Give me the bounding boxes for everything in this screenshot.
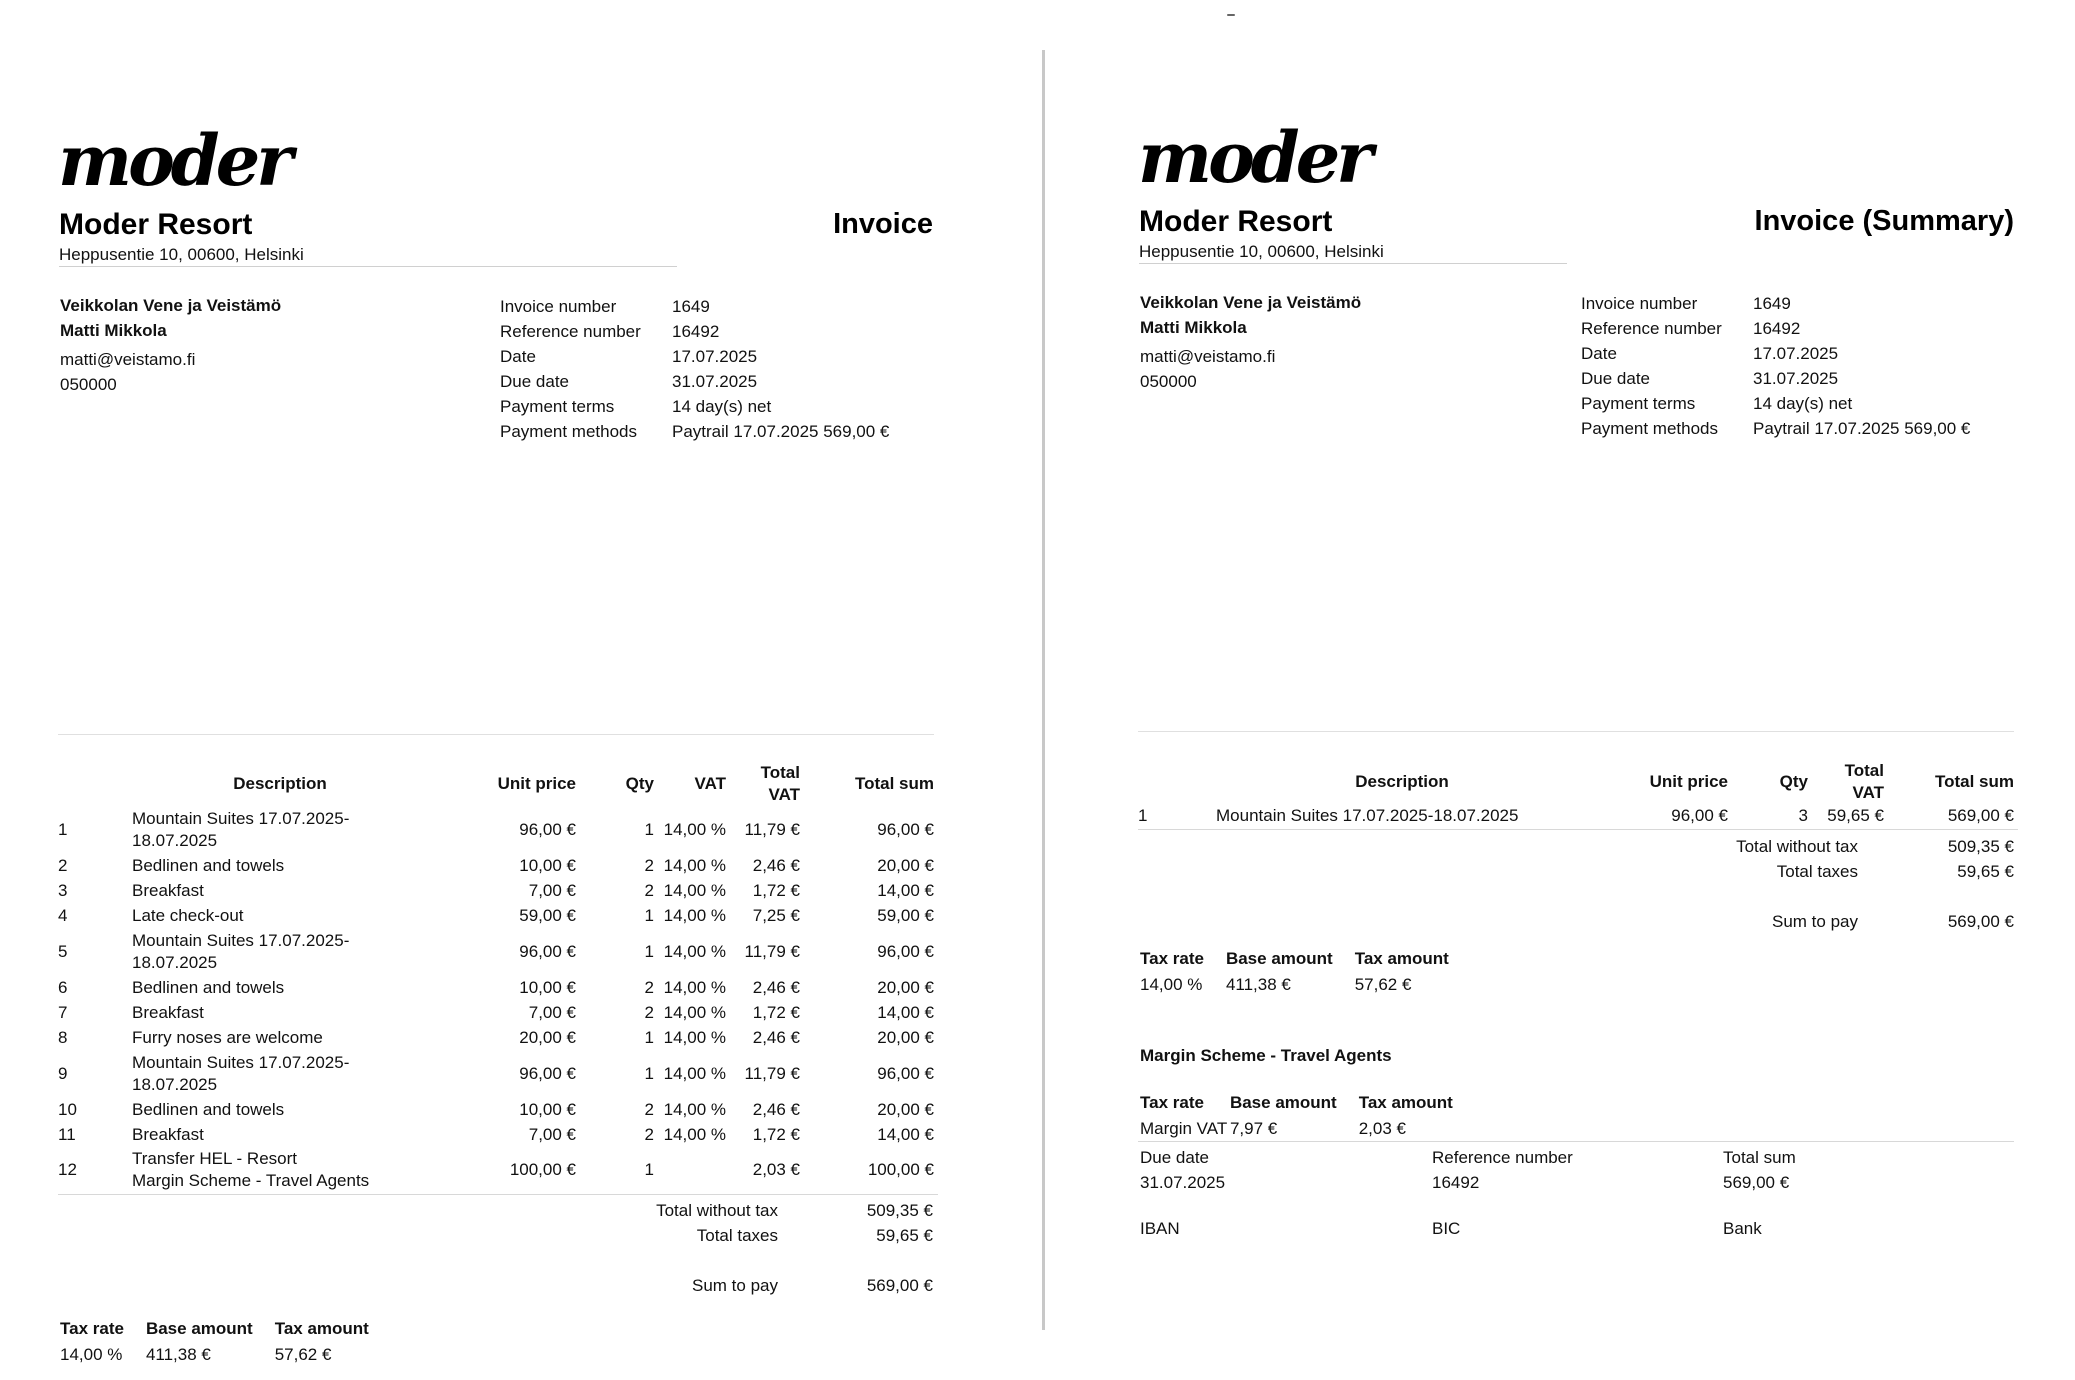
row-unit-price: 10,00 € (519, 1099, 576, 1119)
row-unit-price: 100,00 € (432, 1147, 580, 1194)
invoice-meta (1581, 291, 1970, 441)
tax-amount-header: Tax amount (274, 1319, 369, 1338)
summary-items-table (1138, 760, 2018, 830)
payment-total-label: Total sum (1723, 1148, 1796, 1167)
row-vat: 14,00 % (663, 1002, 726, 1022)
meta-label: Date (500, 346, 536, 366)
row-qty: 2 (644, 977, 654, 997)
col-unit-price: Unit price (497, 774, 576, 793)
row-qty: 1 (644, 819, 654, 839)
margin-base: 7,97 € (1229, 1118, 1278, 1138)
row-total-vat: 11,79 € (744, 819, 800, 839)
payment-ref-label: Reference number (1432, 1148, 1573, 1167)
row-total-sum: 20,00 € (877, 977, 934, 997)
base-amount: 411,38 € (145, 1344, 211, 1364)
meta-value: 31.07.2025 (672, 371, 758, 391)
row-number: 8 (58, 1027, 68, 1047)
row-unit-price: 96,00 € (1592, 804, 1732, 829)
invoice-meta (500, 294, 889, 444)
col-vat: VAT (694, 774, 726, 793)
base-amount: 411,38 € (1225, 974, 1291, 994)
row-description (132, 1000, 432, 1025)
tax-rate-header: Tax rate (1140, 949, 1204, 968)
description-line: Mountain Suites 17.07.2025- (132, 930, 350, 950)
row-description (132, 878, 432, 903)
description-line: Furry noses are welcome (132, 1027, 323, 1047)
row-unit-price: 20,00 € (519, 1027, 576, 1047)
total-taxes: 59,65 € (876, 1225, 933, 1245)
tax-rate: 14,00 % (60, 1344, 123, 1364)
iban-label: IBAN (1140, 1219, 1180, 1238)
table-row (58, 853, 938, 878)
meta-label: Payment terms (500, 396, 615, 416)
row-vat: 14,00 % (663, 819, 726, 839)
row-qty: 1 (644, 1063, 654, 1083)
table-row (58, 975, 938, 1000)
row-description (132, 1050, 432, 1097)
row-total-vat: 11,79 € (744, 1063, 800, 1083)
col-total-sum: Total sum (1934, 772, 2014, 791)
meta-label: Due date (500, 371, 569, 391)
sum-to-pay: 569,00 € (1947, 911, 2014, 931)
meta-label: Reference number (500, 321, 641, 341)
meta-value: 17.07.2025 (1753, 343, 1839, 363)
row-total-sum: 14,00 € (877, 1002, 934, 1022)
row-total-vat: 2,46 € (752, 977, 800, 997)
row-total-sum: 20,00 € (877, 1027, 934, 1047)
company-name: Moder Resort (59, 208, 253, 241)
table-row (58, 1025, 938, 1050)
sum-to-pay-label: Sum to pay (1772, 911, 1858, 931)
row-number: 5 (58, 941, 68, 961)
company-name: Moder Resort (1139, 205, 1333, 238)
meta-label: Payment terms (1581, 393, 1696, 413)
table-row (1138, 804, 2018, 829)
row-vat (658, 1147, 730, 1194)
col-total-vat: Total VAT (760, 763, 800, 804)
tax-rate-header: Tax rate (1140, 1093, 1204, 1112)
meta-value: 14 day(s) net (672, 396, 772, 416)
row-number: 3 (58, 880, 68, 900)
row-description (132, 975, 432, 1000)
meta-label: Payment methods (1581, 418, 1719, 438)
table-row (58, 806, 938, 853)
col-qty: Qty (625, 774, 654, 793)
description-line: Breakfast (132, 880, 204, 900)
row-unit-price: 59,00 € (519, 905, 576, 925)
row-number: 11 (58, 1124, 76, 1144)
description-line: Mountain Suites 17.07.2025- (132, 1052, 350, 1072)
customer-contact: Matti Mikkola (60, 321, 167, 340)
table-row (58, 1097, 938, 1122)
row-total-vat: 1,72 € (752, 1002, 800, 1022)
description-line: Transfer HEL - Resort (132, 1149, 298, 1169)
row-unit-price: 10,00 € (519, 855, 576, 875)
row-total-vat: 2,46 € (752, 855, 800, 875)
row-total-sum: 569,00 € (1888, 804, 2018, 829)
description-line: Bedlinen and towels (132, 1099, 285, 1119)
table-row (58, 1147, 938, 1194)
row-qty: 2 (644, 880, 654, 900)
total-taxes: 59,65 € (1957, 861, 2014, 881)
customer-email: matti@veistamo.fi (1140, 347, 1276, 366)
row-number: 1 (1138, 804, 1216, 829)
row-total-sum: 100,00 € (804, 1147, 938, 1194)
row-description (132, 1147, 432, 1194)
row-description (132, 853, 432, 878)
bank-label: Bank (1723, 1219, 1762, 1238)
meta-label: Invoice number (500, 296, 617, 316)
row-total-sum: 20,00 € (877, 1099, 934, 1119)
base-amount-header: Base amount (145, 1319, 253, 1338)
row-qty: 2 (644, 1099, 654, 1119)
customer-contact: Matti Mikkola (1140, 318, 1247, 337)
meta-label: Due date (1581, 368, 1650, 388)
row-description (132, 1025, 432, 1050)
row-total-vat: 2,46 € (752, 1099, 800, 1119)
row-unit-price: 7,00 € (528, 1002, 576, 1022)
margin-tax-table (1140, 1090, 1475, 1141)
totals-table (1648, 834, 2014, 934)
meta-value: 17.07.2025 (672, 346, 758, 366)
col-unit-price: Unit price (1649, 772, 1728, 791)
row-total-vat: 2,03 € (730, 1147, 804, 1194)
margin-amount: 2,03 € (1358, 1118, 1406, 1138)
sum-to-pay: 569,00 € (866, 1275, 933, 1295)
meta-value: 31.07.2025 (1753, 368, 1839, 388)
table-row (58, 878, 938, 903)
meta-value: 16492 (1753, 318, 1801, 338)
meta-label: Payment methods (500, 421, 638, 441)
customer-company: Veikkolan Vene ja Veistämö (60, 296, 282, 315)
margin-rate: Margin VAT (1140, 1118, 1228, 1138)
row-total-sum: 96,00 € (877, 941, 934, 961)
tax-rate-header: Tax rate (60, 1319, 124, 1338)
col-qty: Qty (1779, 772, 1808, 791)
total-without-tax: 509,35 € (1947, 836, 2014, 856)
row-qty: 3 (1732, 804, 1812, 829)
total-taxes-label: Total taxes (696, 1225, 778, 1245)
row-total-vat: 1,72 € (752, 880, 800, 900)
customer-block (60, 293, 281, 397)
row-vat: 14,00 % (663, 1063, 726, 1083)
row-total-sum: 14,00 € (877, 880, 934, 900)
row-description (132, 928, 432, 975)
meta-value: 1649 (672, 296, 710, 316)
table-row (58, 903, 938, 928)
meta-value: Paytrail 17.07.2025 569,00 € (1753, 418, 1971, 438)
row-vat: 14,00 % (663, 977, 726, 997)
tax-table (1140, 946, 1471, 997)
row-qty: 1 (580, 1147, 658, 1194)
row-number: 2 (58, 855, 68, 875)
row-number: 1 (58, 819, 68, 839)
row-qty: 1 (644, 905, 654, 925)
payment-total: 569,00 € (1723, 1173, 1790, 1192)
row-vat: 14,00 % (663, 1124, 726, 1144)
row-total-vat: 7,25 € (752, 905, 800, 925)
customer-email: matti@veistamo.fi (60, 350, 196, 369)
row-number: 12 (58, 1147, 132, 1194)
description-line: Bedlinen and towels (132, 855, 285, 875)
col-total-vat: Total VAT (1844, 761, 1884, 802)
meta-value: 14 day(s) net (1753, 393, 1853, 413)
table-row (58, 1050, 938, 1097)
description-line: Margin Scheme - Travel Agents (132, 1171, 370, 1191)
row-total-sum: 59,00 € (877, 905, 934, 925)
row-total-sum: 96,00 € (877, 819, 934, 839)
sum-to-pay-label: Sum to pay (692, 1275, 778, 1295)
row-vat: 14,00 % (663, 1099, 726, 1119)
row-qty: 2 (644, 1002, 654, 1022)
description-line: Bedlinen and towels (132, 977, 285, 997)
customer-company: Veikkolan Vene ja Veistämö (1140, 293, 1362, 312)
row-description (132, 1122, 432, 1147)
tax-amount: 57,62 € (274, 1344, 332, 1364)
row-vat: 14,00 % (663, 1027, 726, 1047)
row-total-vat: 2,46 € (752, 1027, 800, 1047)
description-line: Late check-out (132, 905, 244, 925)
row-total-sum: 14,00 € (877, 1124, 934, 1144)
payment-rule (1138, 1141, 2014, 1142)
row-unit-price: 7,00 € (528, 880, 576, 900)
payment-due: 31.07.2025 (1140, 1173, 1226, 1192)
customer-phone: 050000 (1140, 372, 1197, 391)
row-description (132, 903, 432, 928)
table-row (58, 1000, 938, 1025)
row-qty: 1 (644, 941, 654, 961)
description-line: 18.07.2025 (132, 830, 218, 850)
meta-value: 1649 (1753, 293, 1791, 313)
row-total-vat: 11,79 € (744, 941, 800, 961)
table-row (58, 928, 938, 975)
tax-amount: 57,62 € (1354, 974, 1412, 994)
section-rule (58, 734, 934, 735)
row-description (132, 806, 432, 853)
row-unit-price: 10,00 € (519, 977, 576, 997)
meta-label: Invoice number (1581, 293, 1698, 313)
meta-label: Reference number (1581, 318, 1722, 338)
row-number: 4 (58, 905, 68, 925)
col-description: Description (1355, 772, 1449, 791)
description-line: Breakfast (132, 1124, 204, 1144)
company-logo: moder (1138, 116, 1370, 199)
company-logo: moder (58, 119, 290, 202)
line-items-table (58, 762, 938, 1195)
row-total-vat: 59,65 € (1812, 804, 1888, 829)
description-line: 18.07.2025 (132, 952, 218, 972)
row-number: 7 (58, 1002, 68, 1022)
company-address: Heppusentie 10, 00600, Helsinki (1139, 242, 1384, 261)
meta-value: Paytrail 17.07.2025 569,00 € (672, 421, 890, 441)
address-rule (1139, 263, 1567, 264)
row-number: 6 (58, 977, 68, 997)
address-rule (59, 266, 677, 267)
payment-ref: 16492 (1432, 1173, 1480, 1192)
row-qty: 2 (644, 1124, 654, 1144)
row-total-vat: 1,72 € (752, 1124, 800, 1144)
margin-scheme-title: Margin Scheme - Travel Agents (1140, 1046, 1392, 1065)
total-taxes-label: Total taxes (1776, 861, 1858, 881)
base-amount-header: Base amount (1225, 949, 1333, 968)
tax-rate: 14,00 % (1140, 974, 1203, 994)
summary-title: Invoice (Summary) (1754, 205, 2014, 237)
col-total-sum: Total sum (854, 774, 934, 793)
total-without-tax: 509,35 € (866, 1200, 933, 1220)
row-unit-price: 96,00 € (519, 819, 576, 839)
tax-amount-header: Tax amount (1354, 949, 1449, 968)
tax-table (60, 1316, 391, 1367)
row-vat: 14,00 % (663, 855, 726, 875)
row-total-sum: 96,00 € (877, 1063, 934, 1083)
row-qty: 2 (644, 855, 654, 875)
description-line: 18.07.2025 (132, 1074, 218, 1094)
company-address: Heppusentie 10, 00600, Helsinki (59, 245, 304, 264)
row-number: 9 (58, 1063, 68, 1083)
customer-phone: 050000 (60, 375, 117, 394)
row-vat: 14,00 % (663, 880, 726, 900)
row-unit-price: 7,00 € (528, 1124, 576, 1144)
total-without-tax-label: Total without tax (656, 1200, 778, 1220)
page-divider (1042, 50, 1045, 1330)
customer-block (1140, 290, 1361, 394)
row-unit-price: 96,00 € (519, 941, 576, 961)
section-rule (1138, 731, 2014, 732)
payment-due-label: Due date (1140, 1148, 1209, 1167)
summary-page (1048, 0, 2075, 1380)
description-line: Mountain Suites 17.07.2025- (132, 808, 350, 828)
row-total-sum: 20,00 € (877, 855, 934, 875)
totals-table (600, 1198, 933, 1298)
table-row (58, 1122, 938, 1147)
row-qty: 1 (644, 1027, 654, 1047)
meta-value: 16492 (672, 321, 720, 341)
base-amount-header: Base amount (1229, 1093, 1337, 1112)
row-unit-price: 96,00 € (519, 1063, 576, 1083)
row-vat: 14,00 % (663, 905, 726, 925)
tax-amount-header: Tax amount (1358, 1093, 1453, 1112)
col-description: Description (233, 774, 327, 793)
total-without-tax-label: Total without tax (1736, 836, 1858, 856)
row-description: Mountain Suites 17.07.2025-18.07.2025 (1216, 804, 1592, 829)
row-number: 10 (58, 1099, 77, 1119)
bic-label: BIC (1432, 1219, 1461, 1238)
invoice-title: Invoice (833, 208, 933, 240)
description-line: Breakfast (132, 1002, 204, 1022)
row-vat: 14,00 % (663, 941, 726, 961)
row-description (132, 1097, 432, 1122)
meta-label: Date (1581, 343, 1617, 363)
